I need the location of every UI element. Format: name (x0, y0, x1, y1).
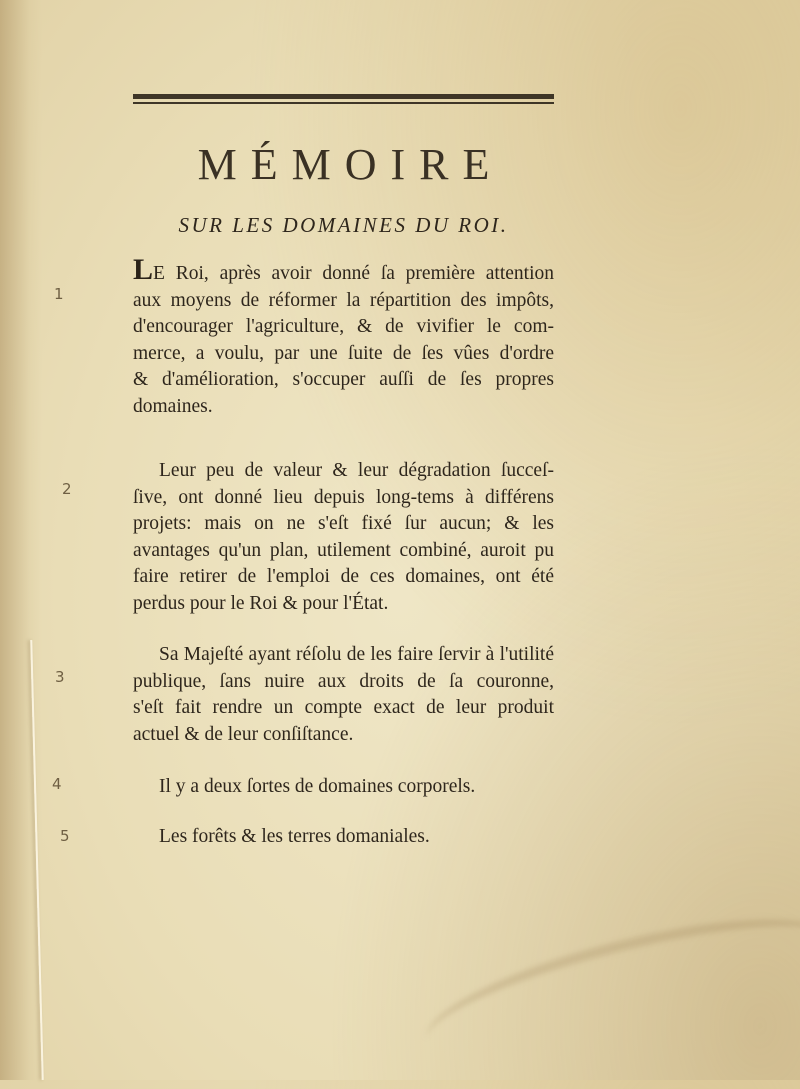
margin-number: 3 (55, 668, 65, 686)
paragraph-line: publique, ſans nuire aux droits de ſa couronne, (133, 670, 554, 692)
line-text: E Roi, après avoir donné ſa première attention (153, 263, 554, 284)
page-edge-shadow (0, 0, 42, 1080)
paragraph-1 (133, 253, 554, 420)
margin-number: 4 (52, 775, 62, 793)
paragraph-line: Sa Majeſté ayant réſolu de les faire ſervir à l'utilité (159, 644, 554, 665)
margin-number: 1 (54, 285, 64, 303)
paragraph-line: Les forêts & les terres domaniales. (159, 826, 430, 847)
paragraph-5 (133, 824, 554, 851)
margin-number: 5 (60, 827, 70, 845)
paragraph-line: faire retirer de l'emploi de ces domaines, ont été (133, 566, 554, 587)
paragraph-line: ſive, ont donné lieu depuis long-tems à différens (133, 486, 554, 508)
paragraph-line: merce, a voulu, par une ſuite de ſes vûes d'ordre (133, 342, 554, 364)
paragraph-line: s'eſt fait rendre un compte exact de leur produit (133, 697, 554, 718)
paragraph-line: avantages qu'un plan, utilement combiné, auroit pu (133, 539, 554, 561)
paragraph-line: domaines. (133, 395, 213, 417)
page-subtitle: SUR LES DOMAINES DU ROI. (178, 213, 509, 237)
header-rule-thick (133, 94, 554, 99)
paragraph-line: Il y a deux ſortes de domaines corporels. (159, 776, 476, 797)
page-title: MÉMOIRE (197, 140, 504, 189)
paragraph-line: Leur peu de valeur & leur dégradation ſucceſ- (159, 460, 554, 481)
paper-stain (414, 891, 800, 1089)
paragraph-line: perdus pour le Roi & pour l'État. (133, 592, 389, 614)
paragraph-line: d'encourager l'agriculture, & de vivifier le com- (133, 316, 554, 337)
paragraph-line (133, 253, 554, 288)
paragraph-line: & d'amélioration, s'occuper auſſi de ſes propres (133, 369, 554, 390)
paragraph-4 (133, 774, 554, 801)
header-rule-thin (133, 102, 554, 104)
drop-cap: L (133, 253, 154, 286)
paragraph-line: projets: mais on ne s'eſt fixé ſur aucun; & les (133, 513, 554, 534)
paragraph-2 (133, 458, 554, 617)
paragraph-3 (133, 642, 554, 748)
margin-number: 2 (62, 480, 72, 498)
paragraph-line: actuel & de leur conſiſtance. (133, 723, 354, 745)
paragraph-line: aux moyens de réformer la répartition des impôts, (133, 289, 554, 311)
